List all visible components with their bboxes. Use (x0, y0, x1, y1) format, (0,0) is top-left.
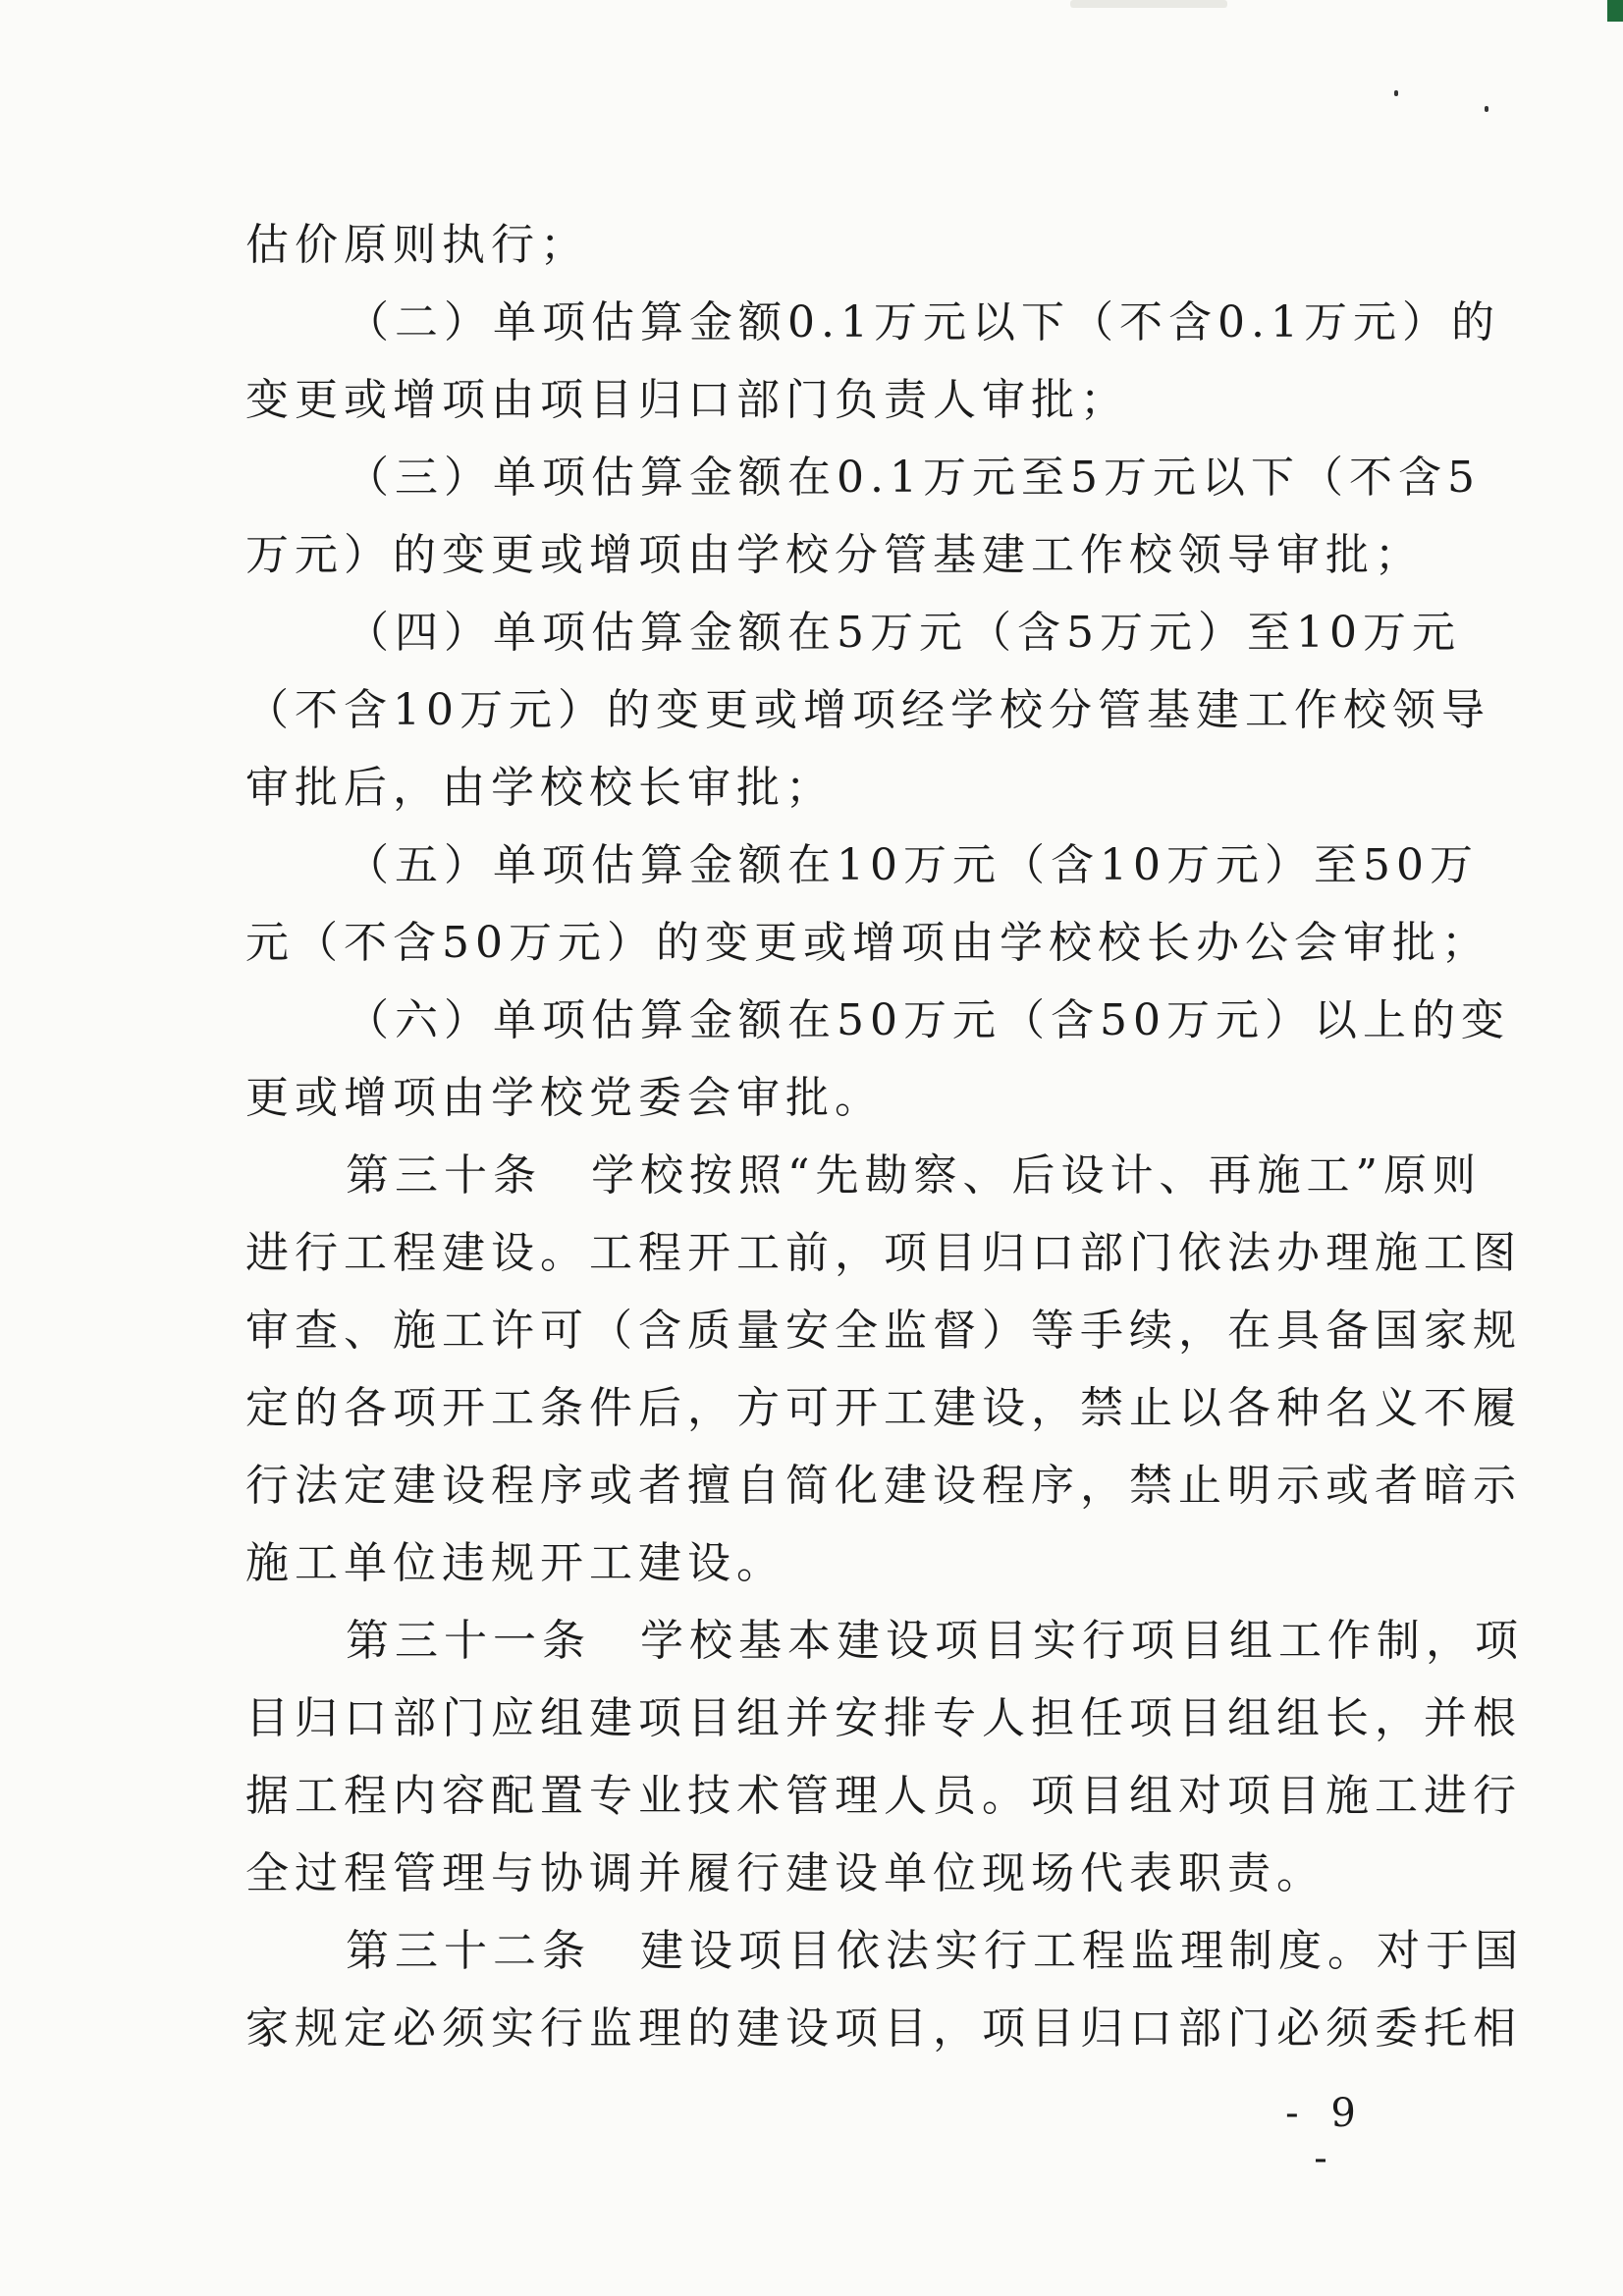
text-line: （五）单项估算金额在10万元（含10万元）至50万 (346, 840, 1479, 890)
text-line: 家规定必须实行监理的建设项目，项目归口部门必须委托相 (245, 2003, 1522, 2054)
text-line: 进行工程建设。工程开工前，项目归口部门依法办理施工图 (245, 1228, 1522, 1278)
text-line: 定的各项开工条件后，方可开工建设，禁止以各种名义不履 (245, 1383, 1522, 1433)
body-text (245, 206, 1524, 2067)
text-line: （四）单项估算金额在5万元（含5万元）至10万元 (346, 608, 1461, 658)
text-line: 变更或增项由项目归口部门负责人审批； (245, 375, 1129, 425)
article-30-heading-line: 第三十条 学校按照“先勘察、后设计、再施工”原则 (346, 1150, 1482, 1201)
text-line: 施工单位违规开工建设。 (245, 1538, 785, 1588)
scan-smudge (1070, 0, 1227, 8)
scan-corner-mark (1607, 0, 1623, 22)
scan-speck (1485, 106, 1488, 112)
text-line: 万元）的变更或增项由学校分管基建工作校领导审批； (245, 530, 1424, 580)
text-line: （三）单项估算金额在0.1万元至5万元以下（不含5 (346, 453, 1481, 503)
text-line: 元（不含50万元）的变更或增项由学校校长办公会审批； (245, 918, 1490, 968)
article-31-heading-line: 第三十一条 学校基本建设项目实行项目组工作制，项 (346, 1616, 1524, 1666)
text-line: 更或增项由学校党委会审批。 (245, 1073, 884, 1123)
text-line: 估价原则执行； (245, 220, 589, 270)
text-line: 审批后，由学校校长审批； (245, 763, 835, 813)
text-line: 据工程内容配置专业技术管理人员。项目组对项目施工进行 (245, 1771, 1522, 1821)
text-line: （六）单项估算金额在50万元（含50万元）以上的变 (346, 995, 1510, 1045)
text-line: 审查、施工许可（含质量安全监督）等手续，在具备国家规 (245, 1306, 1522, 1356)
text-line: （不含10万元）的变更或增项经学校分管基建工作校领导 (245, 685, 1490, 735)
text-line: 目归口部门应组建项目组并安排专人担任项目组组长，并根 (245, 1693, 1522, 1743)
page-number: - 9 - (1285, 2091, 1366, 2181)
text-line: （二）单项估算金额0.1万元以下（不含0.1万元）的 (346, 297, 1500, 347)
scan-speck (1394, 90, 1398, 96)
article-32-heading-line: 第三十二条 建设项目依法实行工程监理制度。对于国 (346, 1926, 1524, 1976)
text-line: 全过程管理与协调并履行建设单位现场代表职责。 (245, 1848, 1325, 1898)
text-line: 行法定建设程序或者擅自简化建设程序，禁止明示或者暗示 (245, 1461, 1522, 1511)
